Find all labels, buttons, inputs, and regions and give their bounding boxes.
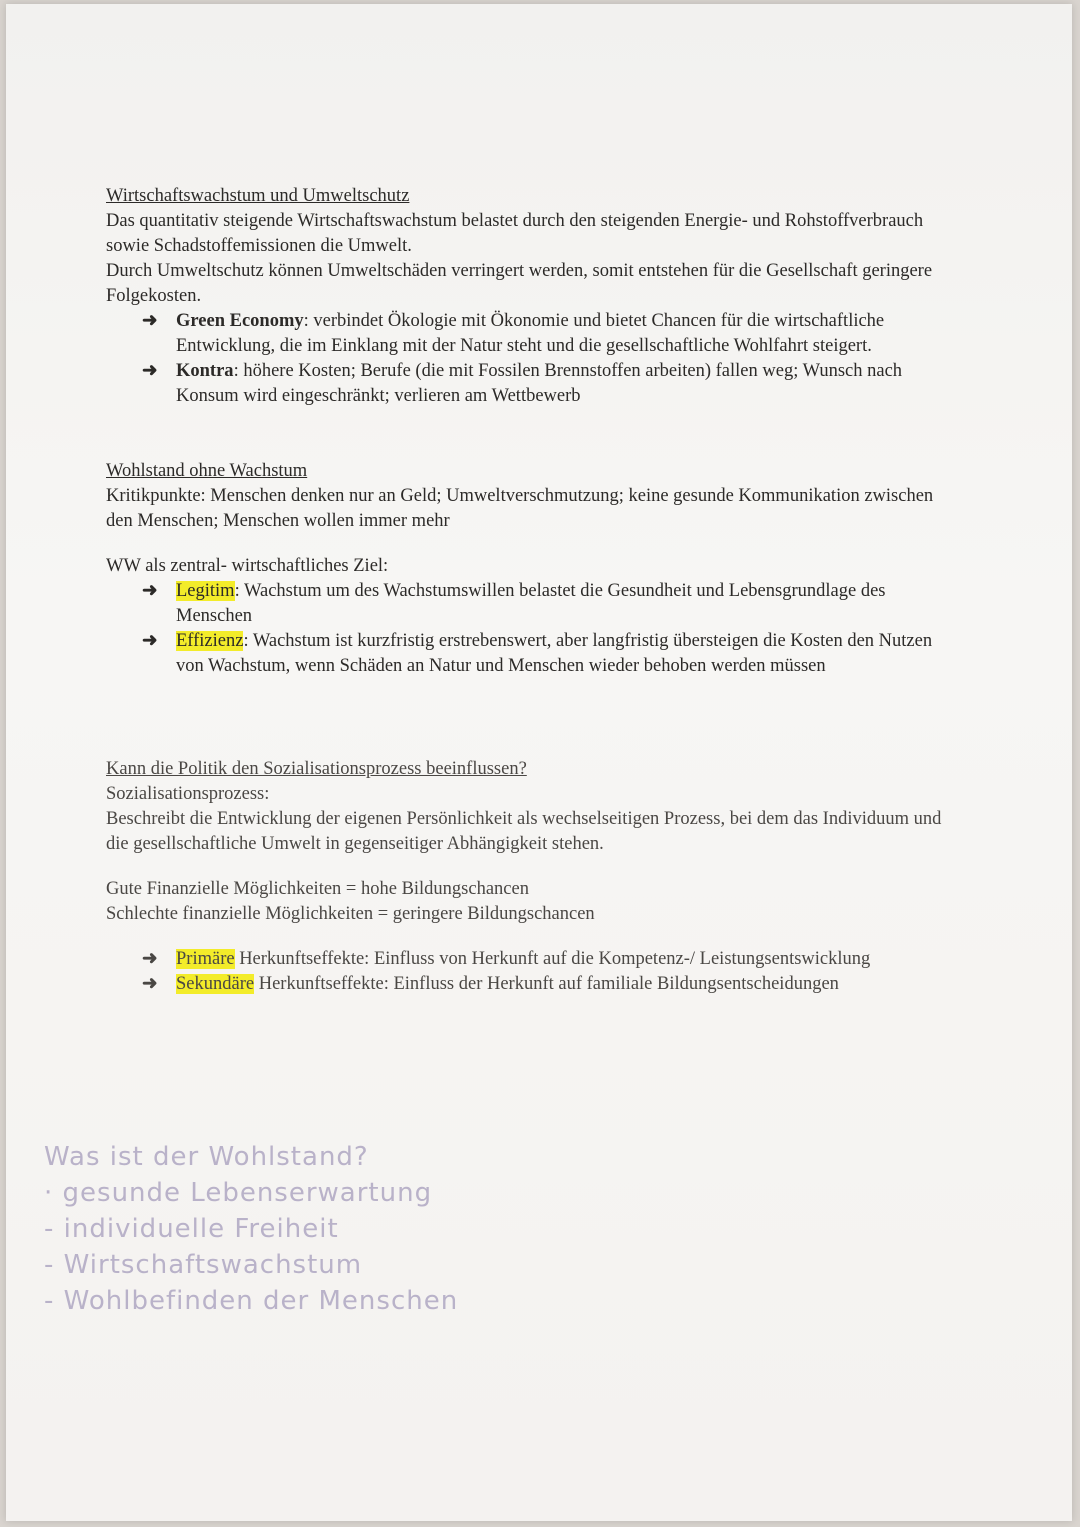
- document-body: [106, 184, 946, 997]
- handwritten-line: · gesunde Lebenserwartung: [44, 1178, 433, 1208]
- handwritten-notes: [44, 1139, 458, 1319]
- arrow-list-item: [142, 947, 946, 972]
- highlighted-term: Sekundäre: [176, 974, 255, 994]
- arrow-list-item: [142, 359, 946, 409]
- term-description: : höhere Kosten; Berufe (die mit Fossilen Brennstoffen arbeiten) fallen weg; Wunsch nach Konsum wird eingeschränkt; verlieren am Wettbewerb: [176, 361, 903, 406]
- paper-sheet: [6, 4, 1072, 1521]
- term: Green Economy: [176, 311, 304, 331]
- arrow-icon: ➜: [142, 581, 158, 601]
- paragraph: Das quantitativ steigende Wirtschaftswachstum belastet durch den steigenden Energie- und Rohstoffverbrauch sowie Schadstoffemissionen die Umwelt.: [106, 211, 924, 256]
- arrow-icon: ➜: [142, 949, 158, 969]
- section-heading-wachstum-umwelt: Wirtschaftswachstum und Umweltschutz: [106, 186, 410, 206]
- arrow-list-item: [142, 972, 946, 997]
- highlighted-term: Primäre: [176, 949, 235, 969]
- arrow-icon: ➜: [142, 631, 158, 651]
- term-description: Herkunftseffekte: Einfluss der Herkunft auf familiale Bildungsentscheidungen: [254, 974, 839, 994]
- section-heading-wohlstand: Wohlstand ohne Wachstum: [106, 461, 308, 481]
- handwritten-line: - Wohlbefinden der Menschen: [44, 1286, 459, 1316]
- highlighted-term: Legitim: [176, 581, 235, 601]
- arrow-list-item: [142, 309, 946, 359]
- handwritten-line: - individuelle Freiheit: [44, 1214, 339, 1244]
- paragraph: Durch Umweltschutz können Umweltschäden verringert werden, somit entstehen für die Gesellschaft geringere Folgekosten.: [106, 261, 933, 306]
- highlighted-term: Effizienz: [176, 631, 244, 651]
- paragraph: Schlechte finanzielle Möglichkeiten = geringere Bildungschancen: [106, 904, 595, 924]
- section-3: [106, 757, 946, 997]
- term: Kontra: [176, 361, 234, 381]
- arrow-icon: ➜: [142, 311, 158, 331]
- arrow-list-item: [142, 579, 946, 629]
- term-description: Herkunftseffekte: Einfluss von Herkunft auf die Kompetenz-/ Leistungsentswicklung: [234, 949, 871, 969]
- paragraph: Beschreibt die Entwicklung der eigenen Persönlichkeit als wechselseitigen Prozess, bei dem das Individuum und die gesellschaftliche Umwelt in gegenseitiger Abhängigkeit stehen.: [106, 809, 942, 854]
- arrow-icon: ➜: [142, 361, 158, 381]
- handwritten-question: Was ist der Wohlstand?: [44, 1142, 369, 1172]
- section-heading-sozialisation: Kann die Politik den Sozialisationsprozess beeinflussen?: [106, 759, 527, 779]
- arrow-icon: ➜: [142, 974, 158, 994]
- term-description: : Wachstum um des Wachstumswillen belastet die Gesundheit und Lebensgrundlage des Menschen: [176, 581, 886, 626]
- term-description: : Wachstum ist kurzfristig erstrebenswert, aber langfristig übersteigen die Kosten den Nutzen von Wachstum, wenn Schäden an Natur und Menschen wieder behoben werden müssen: [176, 631, 933, 676]
- arrow-list-item: [142, 629, 946, 679]
- paragraph: Kritikpunkte: Menschen denken nur an Geld; Umweltverschmutzung; keine gesunde Kommunikation zwischen den Menschen; Menschen wollen immer mehr: [106, 486, 934, 531]
- paragraph: WW als zentral- wirtschaftliches Ziel:: [106, 556, 389, 576]
- term-description: : verbindet Ökologie mit Ökonomie und bietet Chancen für die wirtschaftliche Entwicklung, die im Einklang mit der Natur steht und die gesellschaftliche Wohlfahrt steigert.: [176, 311, 885, 356]
- subheading: Sozialisationsprozess:: [106, 784, 270, 804]
- handwritten-line: - Wirtschaftswachstum: [44, 1250, 363, 1280]
- paragraph: Gute Finanzielle Möglichkeiten = hohe Bildungschancen: [106, 879, 529, 899]
